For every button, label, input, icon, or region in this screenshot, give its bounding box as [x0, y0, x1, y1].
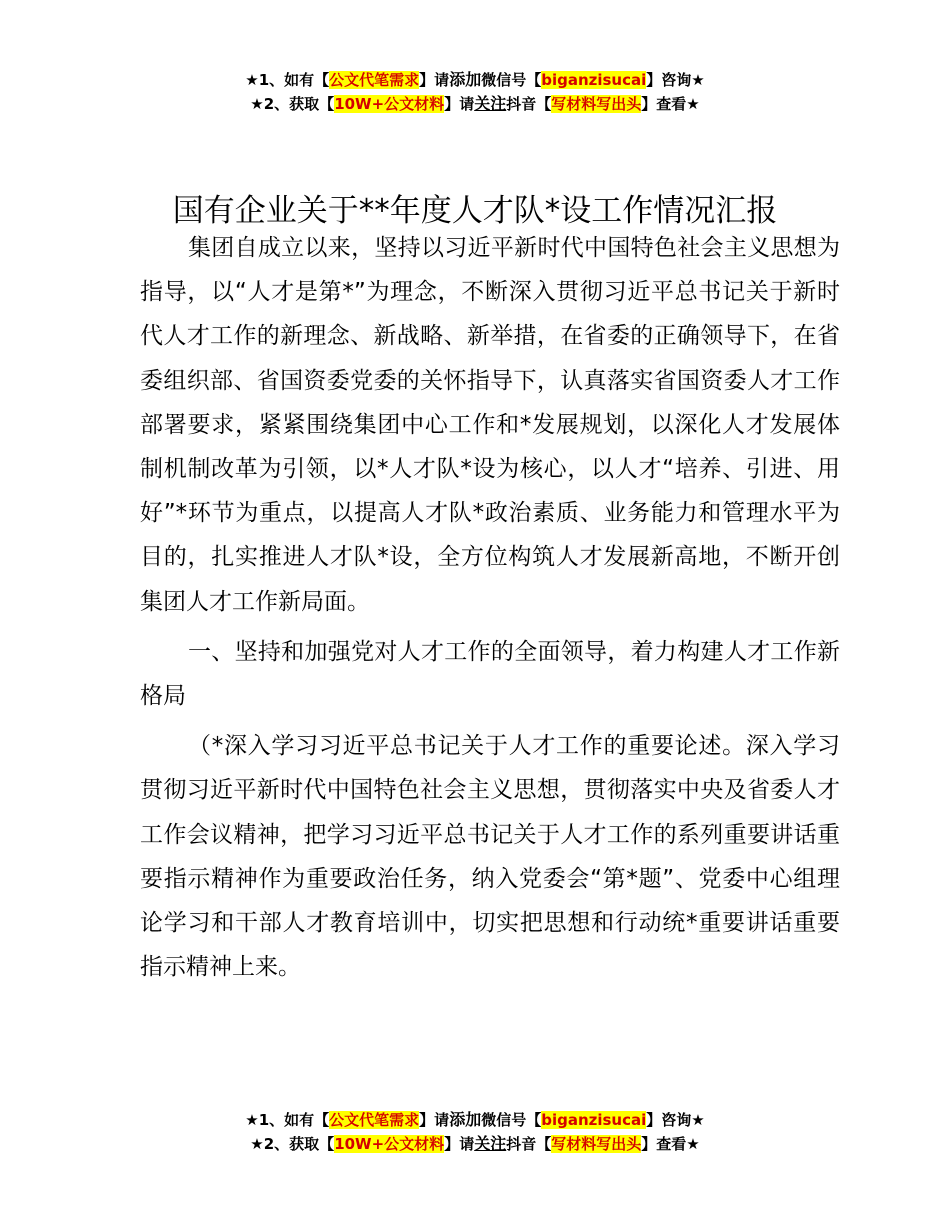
banner-text: 微信号【: [481, 1111, 542, 1129]
paragraph-subsection-1: （*深入学习习近平总书记关于人才工作的重要论述。深入学习贯彻习近平新时代中国特色社会主义思想，贯彻落实中央及省委人才工作会议精神，把学习习近平总书记关于人才工作的系列重要讲话重要指示精神作为重要政治任务，纳入党委会“第*题”、党委中心组理论学习和干部人才教育培训中，切实把思想和行动统*重要讲话重要指示精神上来。: [140, 733, 840, 981]
footer-banner-line-1: [0, 1108, 950, 1132]
banner-text: 微信号【: [481, 71, 542, 89]
banner-emphasis: 添加: [449, 1110, 482, 1129]
banner-highlight-wechat: biganzisucai: [541, 71, 647, 89]
document-title: 国有企业关于**年度人才队*设工作情况汇报: [172, 192, 778, 229]
banner-text: 】请: [419, 71, 450, 89]
header-banner: [0, 68, 950, 116]
paragraph-intro: 集团自成立以来，坚持以习近平新时代中国特色社会主义思想为指导，以“人才是第*”为理念，不断深入贯彻习近平总书记关于新时代人才工作的新理念、新战略、新举措，在省委的正确领导下，在省委组织部、省国资委党委的关怀指导下，认真落实省国资委人才工作部署要求，紧紧围绕集团中心工作和*发展规划，以深化人才发展体制机制改革为引领，以*人才队*设为核心，以人才“培养、引进、用好”*环节为重点，以提高人才队*政治素质、业务能力和管理水平为目的，扎实推进人才队*设，全方位构筑人才发展新高地，不断开创集团人才工作新局面。: [140, 235, 840, 615]
header-banner-line-2: [0, 92, 950, 116]
banner-text: 】请: [444, 95, 475, 113]
banner-highlight-douyin: 写材料写出头: [551, 1135, 642, 1153]
section-heading-1: 一、坚持和加强党对人才工作的全面领导，着力构建人才工作新格局: [140, 638, 840, 710]
banner-highlight: 10W+公文材料: [334, 1135, 445, 1153]
banner-text: ★2、获取【: [250, 95, 335, 113]
banner-text: 抖音【: [506, 95, 552, 113]
banner-text: 抖音【: [506, 1135, 552, 1153]
banner-text: 】咨询★: [646, 1111, 705, 1129]
banner-text: 】请: [444, 1135, 475, 1153]
banner-text: ★1、如有【: [245, 1111, 330, 1129]
footer-banner: [0, 1108, 950, 1156]
header-banner-line-1: [0, 68, 950, 92]
footer-banner-line-2: [0, 1132, 950, 1156]
banner-emphasis: 关注: [474, 94, 507, 113]
banner-text: ★2、获取【: [250, 1135, 335, 1153]
banner-text: 】请: [419, 1111, 450, 1129]
banner-highlight: 公文代笔需求: [329, 71, 420, 89]
banner-highlight-wechat: biganzisucai: [541, 1111, 647, 1129]
document-body: [140, 226, 840, 989]
banner-emphasis: 添加: [449, 70, 482, 89]
banner-text: 】咨询★: [646, 71, 705, 89]
banner-emphasis: 关注: [474, 1134, 507, 1153]
banner-text: 】查看★: [641, 95, 700, 113]
banner-highlight-douyin: 写材料写出头: [551, 95, 642, 113]
banner-highlight: 10W+公文材料: [334, 95, 445, 113]
banner-text: ★1、如有【: [245, 71, 330, 89]
banner-text: 】查看★: [641, 1135, 700, 1153]
banner-highlight: 公文代笔需求: [329, 1111, 420, 1129]
